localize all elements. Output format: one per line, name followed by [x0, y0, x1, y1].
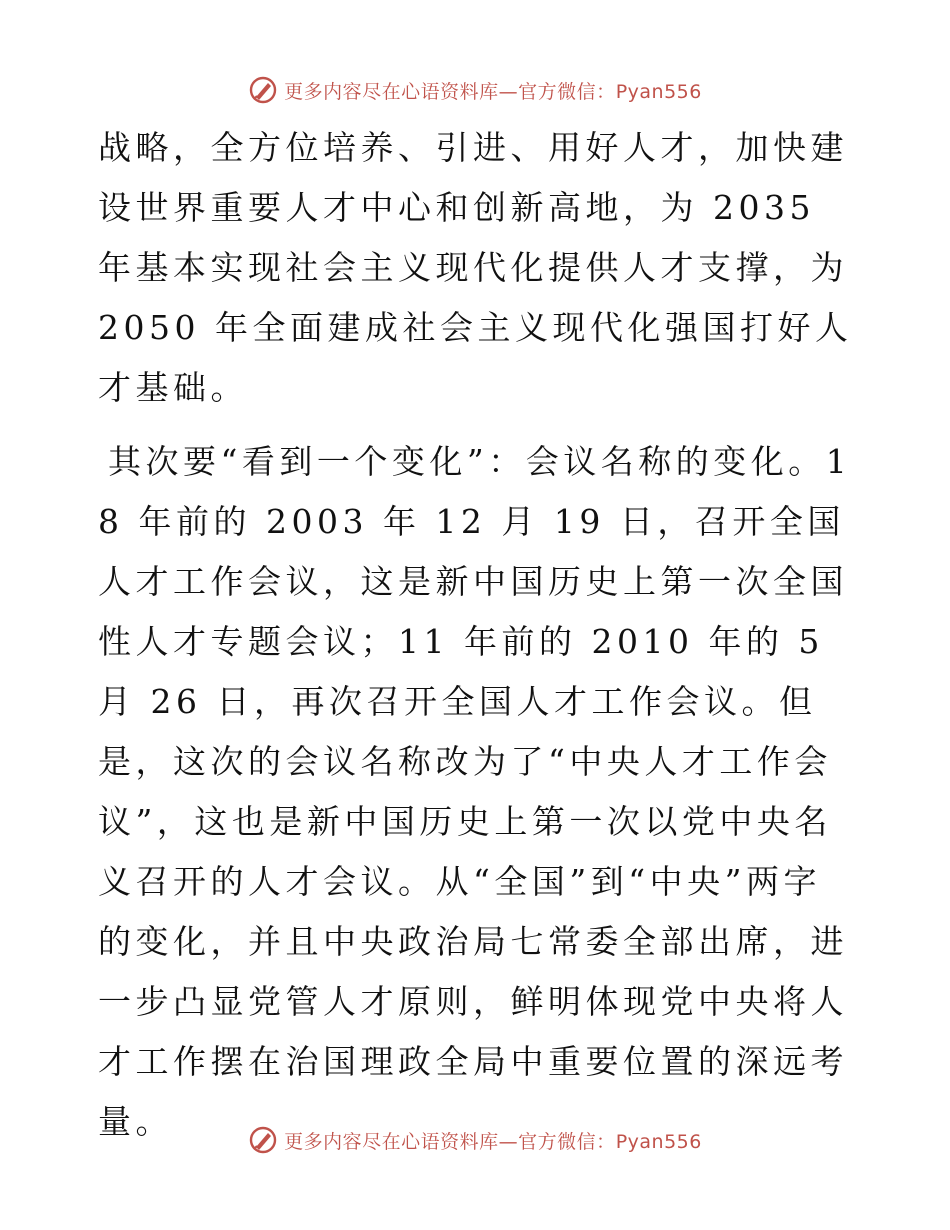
header-banner: [0, 70, 950, 110]
pen-logo-icon: [248, 75, 278, 105]
banner-main-text: 更多内容尽在心语资料库: [284, 80, 499, 103]
banner-official-label: 官方微信：: [518, 1130, 616, 1153]
banner-dash: —: [498, 1130, 519, 1153]
banner-wechat-id: Pyan556: [615, 1130, 702, 1153]
banner-official-label: 官方微信：: [518, 80, 616, 103]
banner-dash: —: [498, 80, 519, 103]
footer-banner: [0, 1120, 950, 1160]
banner-text: [284, 77, 702, 104]
banner-main-text: 更多内容尽在心语资料库: [284, 1130, 499, 1153]
banner-wechat-id: Pyan556: [615, 80, 702, 103]
paragraph-1: 战略，全方位培养、引进、用好人才，加快建设世界重要人才中心和创新高地，为 2035 年基本实现社会主义现代化提供人才支撑，为 2050 年全面建成社会主义现代化强国打好人才基础。: [98, 128, 853, 407]
document-body: [98, 118, 858, 1152]
paragraph-2: 其次要“看到一个变化”：会议名称的变化。18 年前的 2003 年 12 月 19 日，召开全国人才工作会议，这是新中国历史上第一次全国性人才专题会议；11 年前的 2010 年的 5 月 26 日，再次召开全国人才工作会议。但是，这次的会议名称改为了“中央人才工作会议”，这也是新中国历史上第一次以党中央名义召开的人才会议。从“全国”到“中央”两字的变化，并且中央政治局七常委全部出席，进一步凸显党管人才原则，鲜明体现党中央将人才工作摆在治国理政全局中重要位置的深远考量。: [98, 442, 852, 1141]
pen-logo-icon: [248, 1125, 278, 1155]
banner-text: [284, 1127, 702, 1154]
